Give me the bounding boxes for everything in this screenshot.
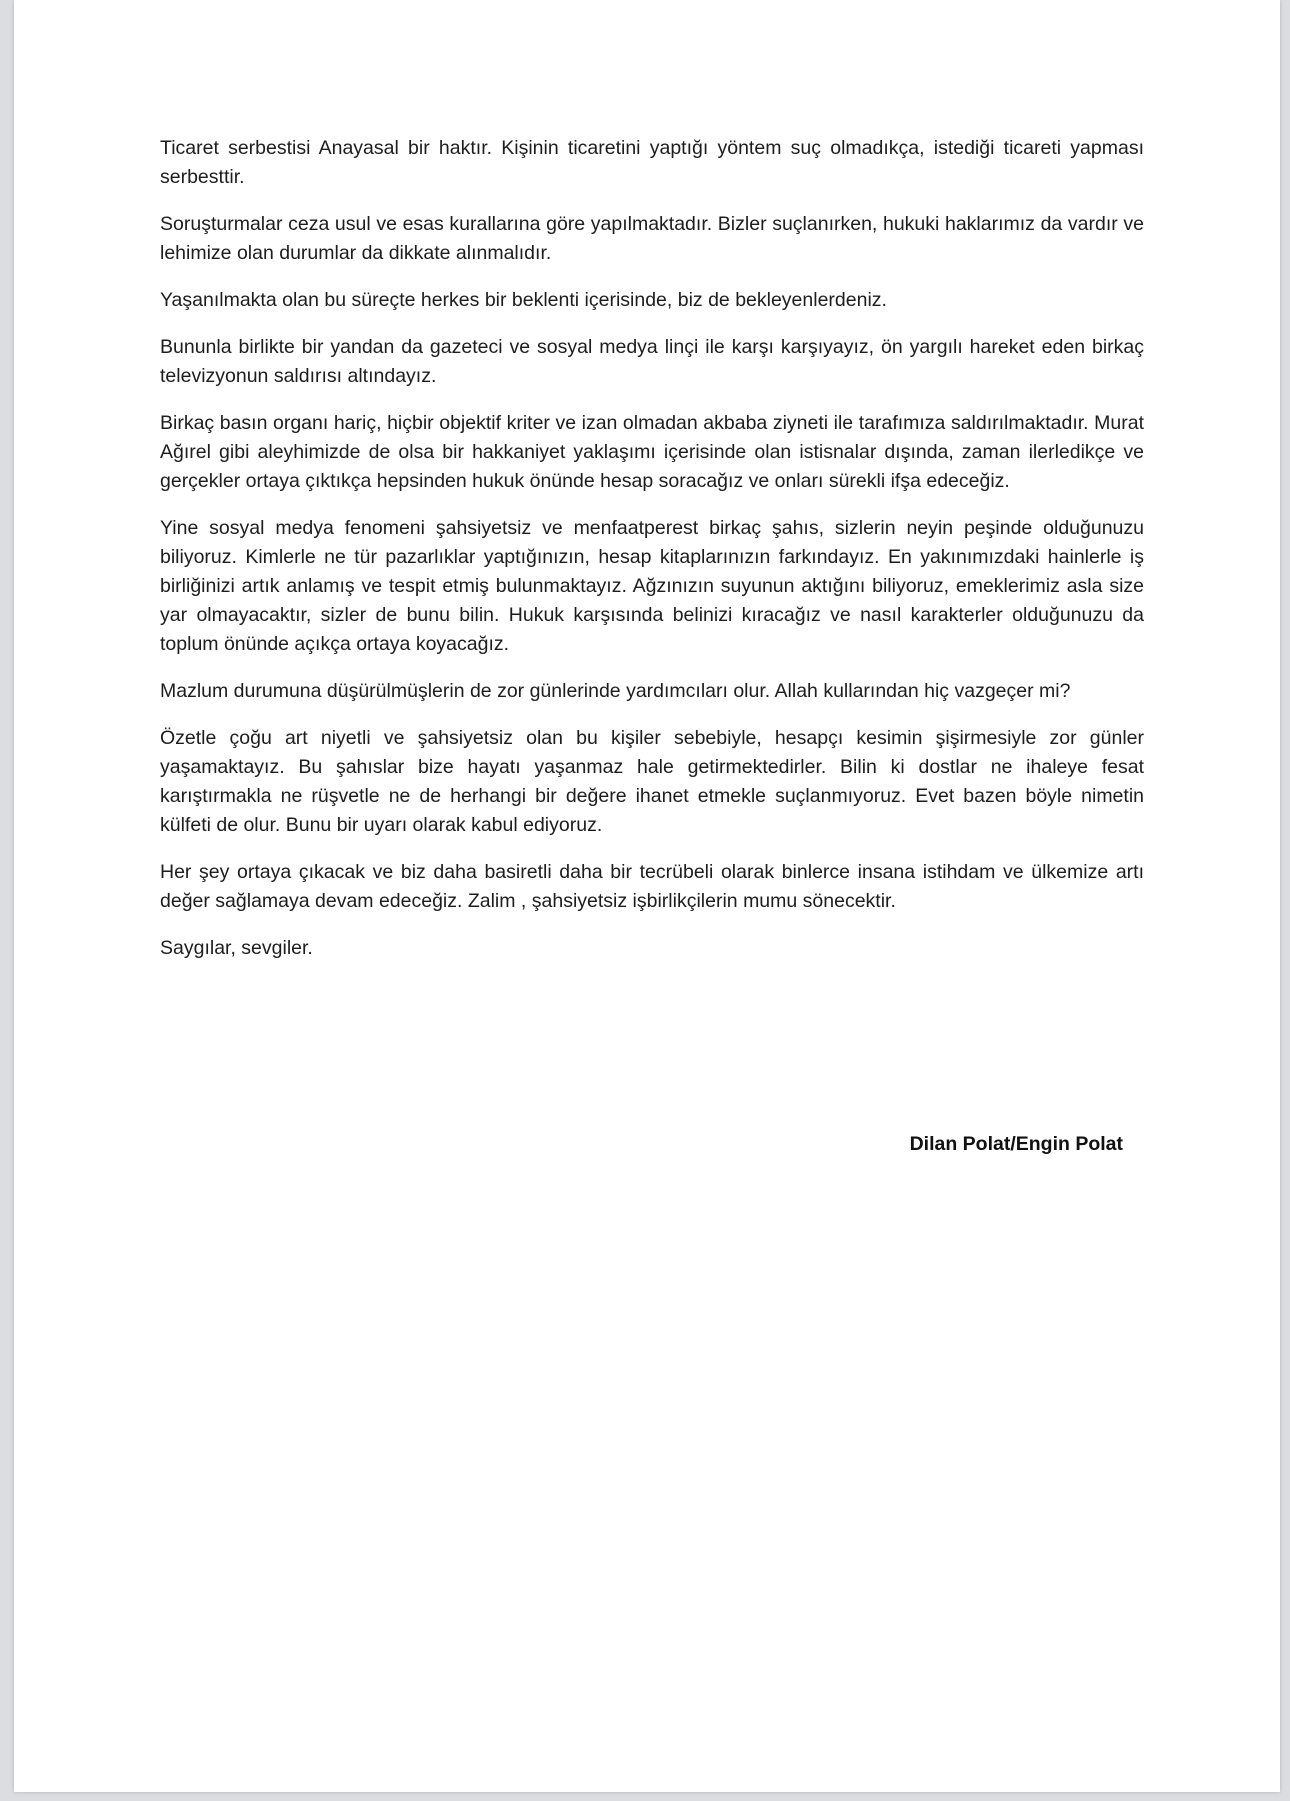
document-page: [14, 0, 1280, 1792]
signature: Dilan Polat/Engin Polat: [909, 1133, 1123, 1155]
paragraph-7: Mazlum durumuna düşürülmüşlerin de zor günlerinde yardımcıları olur. Allah kullarından hiç vazgeçer mi?: [160, 680, 1071, 702]
paragraph-5: Birkaç basın organı hariç, hiçbir objektif kriter ve izan olmadan akbaba ziyneti ile tarafımıza saldırılmaktadır. Murat Ağırel gibi aleyhimizde de olsa bir hakkaniyet yaklaşımı içerisinde olan istisnalar dışında, zaman ilerledikçe ve gerçekler ortaya çıktıkça hepsinden hukuk önünde hesap soracağız ve onları sürekli ifşa edeceğiz.: [160, 412, 1144, 492]
paragraph-1: Ticaret serbestisi Anayasal bir haktır. Kişinin ticaretini yaptığı yöntem suç olmadıkça, istediği ticareti yapması serbesttir.: [160, 137, 1144, 188]
closing-line: Saygılar, sevgiler.: [160, 937, 313, 959]
paragraph-3: Yaşanılmakta olan bu süreçte herkes bir beklenti içerisinde, biz de bekleyenlerdeniz.: [160, 289, 887, 311]
paragraph-8: Özetle çoğu art niyetli ve şahsiyetsiz olan bu kişiler sebebiyle, hesapçı kesimin şişirmesiyle zor günler yaşamaktayız. Bu şahıslar bize hayatı yaşanmaz hale getirmektedirler. Bilin ki dostlar ne ihaleye fesat karıştırmakla ne rüşvetle ne de herhangi bir değere ihanet etmekle suçlanmıyoruz. Evet bazen böyle nimetin külfeti de olur. Bunu bir uyarı olarak kabul ediyoruz.: [160, 727, 1144, 836]
paragraph-6: Yine sosyal medya fenomeni şahsiyetsiz ve menfaatperest birkaç şahıs, sizlerin neyin peşinde olduğunuzu biliyoruz. Kimlerle ne tür pazarlıklar yaptığınızın, hesap kitaplarınızın farkındayız. En yakınımızdaki hainlerle iş birliğinizi artık anlamış ve tespit etmiş bulunmaktayız. Ağzınızın suyunun aktığını biliyoruz, emeklerimiz asla size yar olmayacaktır, sizler de bunu bilin. Hukuk karşısında belinizi kıracağız ve nasıl karakterler olduğunuzu da toplum önünde açıkça ortaya koyacağız.: [160, 517, 1144, 655]
letter-body: [160, 134, 1144, 981]
paragraph-9: Her şey ortaya çıkacak ve biz daha basiretli daha bir tecrübeli olarak binlerce insana istihdam ve ülkemize artı değer sağlamaya devam edeceğiz. Zalim , şahsiyetsiz işbirlikçilerin mumu sönecektir.: [160, 861, 1144, 912]
paragraph-2: Soruşturmalar ceza usul ve esas kurallarına göre yapılmaktadır. Bizler suçlanırken, hukuki haklarımız da vardır ve lehimize olan durumlar da dikkate alınmalıdır.: [160, 213, 1144, 264]
paragraph-4: Bununla birlikte bir yandan da gazeteci ve sosyal medya linçi ile karşı karşıyayız, ön yargılı hareket eden birkaç televizyonun saldırısı altındayız.: [160, 336, 1144, 387]
